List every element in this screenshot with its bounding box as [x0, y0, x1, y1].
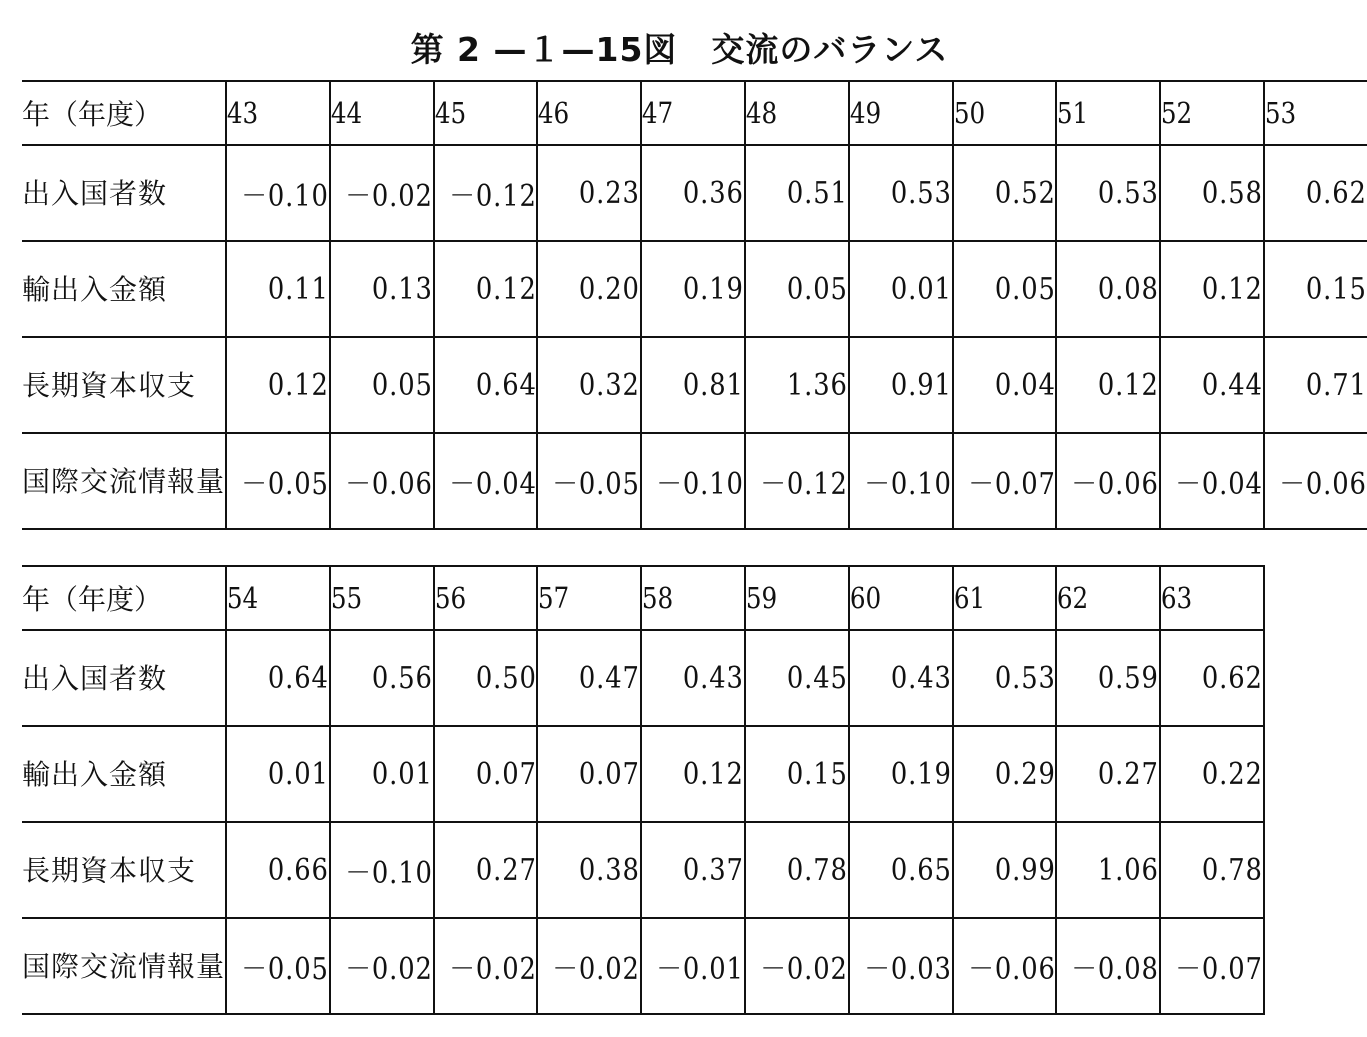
- table-body: [22, 81, 1367, 529]
- value-cell: [953, 726, 1057, 822]
- value-text: －0.06: [967, 952, 1056, 987]
- value-text: 0.53: [994, 660, 1056, 696]
- value-text: 0.12: [683, 756, 744, 792]
- value-cell: [434, 726, 538, 822]
- value-text: 0.62: [1305, 175, 1367, 211]
- value-cell: [434, 822, 538, 918]
- header-row: [22, 566, 1264, 630]
- value-text: 0.52: [994, 175, 1056, 211]
- value-text: 0.20: [579, 271, 641, 307]
- year-header-cell: 49: [849, 81, 937, 145]
- value-text: 1.06: [1098, 852, 1160, 888]
- value-text: 0.11: [267, 271, 329, 307]
- value-text: 0.12: [1098, 367, 1160, 403]
- value-cell: [1160, 145, 1264, 241]
- value-text: －0.12: [448, 179, 537, 214]
- table-row: [22, 918, 1264, 1014]
- value-text: －0.05: [241, 467, 329, 502]
- value-text: 0.13: [371, 271, 433, 307]
- value-cell: [537, 726, 641, 822]
- value-cell: [226, 337, 330, 433]
- value-text: 0.91: [890, 367, 952, 403]
- year-header-cell: 57: [537, 566, 625, 630]
- value-text: 0.19: [683, 271, 744, 307]
- year-header-cell: 54: [226, 566, 314, 630]
- year-header-cell: 46: [537, 81, 625, 145]
- value-text: 0.71: [1305, 367, 1367, 403]
- value-cell: [953, 145, 1057, 241]
- value-cell: [537, 630, 641, 726]
- value-text: 0.37: [683, 852, 744, 888]
- value-cell: [849, 145, 953, 241]
- value-cell: [641, 822, 745, 918]
- year-header-cell: 61: [953, 566, 1041, 630]
- value-text: 0.99: [994, 852, 1056, 888]
- value-text: 0.51: [786, 175, 848, 211]
- value-cell: [1056, 433, 1160, 529]
- value-text: 0.59: [1098, 660, 1160, 696]
- value-text: 0.08: [1098, 271, 1160, 307]
- value-text: 0.01: [890, 271, 952, 307]
- value-cell: [330, 145, 434, 241]
- value-cell: [1264, 241, 1367, 337]
- row-label-cell: 国際交流情報量: [22, 918, 226, 1014]
- value-cell: [953, 337, 1057, 433]
- value-text: 0.04: [994, 367, 1056, 403]
- balance-table-1979-1988: [22, 565, 1265, 1015]
- value-cell: [1160, 726, 1264, 822]
- value-cell: [330, 918, 434, 1014]
- value-text: 0.36: [683, 175, 744, 211]
- value-cell: [537, 822, 641, 918]
- value-text: 0.05: [786, 271, 848, 307]
- year-header-cell: 59: [745, 566, 833, 630]
- header-row: [22, 81, 1367, 145]
- row-label-cell: 輸出入金額: [22, 241, 226, 337]
- value-text: 0.45: [786, 660, 848, 696]
- value-text: －0.06: [1071, 467, 1160, 502]
- value-text: 0.81: [683, 367, 744, 403]
- row-label-cell: 長期資本収支: [22, 822, 226, 918]
- value-text: －0.02: [760, 952, 848, 987]
- value-cell: [641, 918, 745, 1014]
- value-cell: [641, 145, 745, 241]
- value-cell: [330, 726, 434, 822]
- value-cell: [434, 337, 538, 433]
- value-text: －0.06: [1279, 467, 1367, 502]
- value-text: －0.05: [241, 952, 329, 987]
- value-text: －0.02: [552, 952, 641, 987]
- value-cell: [745, 918, 849, 1014]
- value-cell: [745, 822, 849, 918]
- value-text: 0.07: [579, 756, 641, 792]
- value-text: 0.50: [475, 660, 537, 696]
- value-cell: [849, 241, 953, 337]
- value-cell: [953, 241, 1057, 337]
- value-text: 0.47: [579, 660, 641, 696]
- value-cell: [1160, 630, 1264, 726]
- value-cell: [1056, 145, 1160, 241]
- value-text: －0.10: [345, 856, 433, 891]
- value-cell: [641, 630, 745, 726]
- value-cell: [745, 726, 849, 822]
- value-cell: [434, 918, 538, 1014]
- value-cell: [1264, 337, 1367, 433]
- value-cell: [537, 433, 641, 529]
- value-text: 0.43: [683, 660, 744, 696]
- value-cell: [1056, 726, 1160, 822]
- value-cell: [641, 726, 745, 822]
- value-cell: [434, 145, 538, 241]
- value-text: 0.43: [890, 660, 952, 696]
- value-cell: [1160, 337, 1264, 433]
- value-text: 0.64: [475, 367, 537, 403]
- value-cell: [226, 726, 330, 822]
- value-text: 0.22: [1202, 756, 1263, 792]
- value-text: 0.05: [994, 271, 1056, 307]
- value-text: －0.10: [864, 467, 952, 502]
- value-cell: [953, 433, 1057, 529]
- year-header-cell: 45: [434, 81, 522, 145]
- value-text: 0.29: [994, 756, 1056, 792]
- value-cell: [849, 337, 953, 433]
- value-text: 0.58: [1202, 175, 1263, 211]
- value-cell: [849, 630, 953, 726]
- value-cell: [434, 241, 538, 337]
- value-text: －0.03: [864, 952, 952, 987]
- value-cell: [1160, 918, 1264, 1014]
- value-cell: [330, 630, 434, 726]
- table-row: [22, 822, 1264, 918]
- value-text: －0.10: [241, 179, 329, 214]
- value-text: －0.07: [1175, 952, 1263, 987]
- value-cell: [226, 145, 330, 241]
- value-cell: [1056, 918, 1160, 1014]
- value-text: －0.02: [345, 179, 433, 214]
- value-text: 0.27: [1098, 756, 1160, 792]
- value-cell: [641, 337, 745, 433]
- year-header-cell: 43: [226, 81, 314, 145]
- year-header-cell: 50: [953, 81, 1041, 145]
- year-header-cell: 53: [1264, 81, 1351, 145]
- table-row: [22, 726, 1264, 822]
- value-text: 0.38: [579, 852, 641, 888]
- value-cell: [1264, 433, 1367, 529]
- value-text: －0.04: [448, 467, 537, 502]
- value-cell: [745, 433, 849, 529]
- value-cell: [849, 822, 953, 918]
- table-row: [22, 630, 1264, 726]
- year-header-cell: 55: [330, 566, 418, 630]
- year-header-cell: 44: [330, 81, 418, 145]
- value-cell: [537, 145, 641, 241]
- value-cell: [226, 822, 330, 918]
- value-text: 0.53: [890, 175, 952, 211]
- year-header-cell: 51: [1056, 81, 1144, 145]
- figure-title: 第 2 —１—15図 交流のバランス: [410, 30, 949, 69]
- value-text: 0.65: [890, 852, 952, 888]
- row-label-cell: 長期資本収支: [22, 337, 226, 433]
- value-text: 0.01: [267, 756, 329, 792]
- value-text: 0.19: [890, 756, 952, 792]
- value-cell: [953, 630, 1057, 726]
- value-cell: [330, 241, 434, 337]
- value-cell: [1056, 822, 1160, 918]
- value-cell: [226, 433, 330, 529]
- table-row: [22, 241, 1367, 337]
- value-cell: [226, 630, 330, 726]
- year-header-cell: 60: [849, 566, 937, 630]
- year-label-cell: 年（年度）: [22, 81, 226, 145]
- year-header-cell: 62: [1056, 566, 1144, 630]
- value-cell: [1056, 241, 1160, 337]
- value-text: 0.12: [267, 367, 329, 403]
- value-text: 0.15: [786, 756, 848, 792]
- value-cell: [1160, 433, 1264, 529]
- value-text: －0.04: [1175, 467, 1263, 502]
- value-text: 0.66: [267, 852, 329, 888]
- value-text: 0.12: [475, 271, 537, 307]
- value-text: 1.36: [786, 367, 848, 403]
- value-text: 0.78: [786, 852, 848, 888]
- value-cell: [226, 918, 330, 1014]
- row-label-cell: 輸出入金額: [22, 726, 226, 822]
- value-cell: [849, 433, 953, 529]
- value-text: －0.02: [345, 952, 433, 987]
- value-text: 0.32: [579, 367, 641, 403]
- value-text: －0.10: [656, 467, 744, 502]
- value-text: －0.08: [1071, 952, 1160, 987]
- value-text: －0.02: [448, 952, 537, 987]
- value-cell: [537, 337, 641, 433]
- value-text: －0.12: [760, 467, 848, 502]
- value-cell: [537, 241, 641, 337]
- value-cell: [641, 433, 745, 529]
- year-header-cell: 63: [1160, 566, 1248, 630]
- value-text: －0.07: [967, 467, 1056, 502]
- value-text: －0.05: [552, 467, 641, 502]
- value-cell: [330, 337, 434, 433]
- value-text: －0.06: [345, 467, 433, 502]
- value-cell: [1160, 822, 1264, 918]
- value-text: 0.53: [1098, 175, 1160, 211]
- value-text: 0.01: [371, 756, 433, 792]
- year-header-cell: 47: [641, 81, 729, 145]
- value-cell: [953, 822, 1057, 918]
- value-text: 0.78: [1202, 852, 1263, 888]
- value-text: 0.56: [371, 660, 433, 696]
- value-cell: [745, 337, 849, 433]
- value-cell: [1056, 337, 1160, 433]
- value-cell: [434, 433, 538, 529]
- value-text: 0.44: [1202, 367, 1263, 403]
- value-cell: [745, 630, 849, 726]
- value-cell: [330, 822, 434, 918]
- value-cell: [434, 630, 538, 726]
- row-label-cell: 国際交流情報量: [22, 433, 226, 529]
- value-text: 0.07: [475, 756, 537, 792]
- value-text: 0.23: [579, 175, 641, 211]
- value-text: 0.15: [1305, 271, 1367, 307]
- table-row: [22, 145, 1367, 241]
- value-cell: [330, 433, 434, 529]
- value-text: 0.27: [475, 852, 537, 888]
- balance-table-1968-1978: [22, 80, 1367, 530]
- table-row: [22, 337, 1367, 433]
- year-header-cell: 48: [745, 81, 833, 145]
- value-cell: [953, 918, 1057, 1014]
- value-cell: [849, 726, 953, 822]
- value-cell: [1056, 630, 1160, 726]
- year-label-cell: 年（年度）: [22, 566, 226, 630]
- value-cell: [849, 918, 953, 1014]
- row-label-cell: 出入国者数: [22, 145, 226, 241]
- table-body: [22, 566, 1264, 1014]
- value-cell: [1264, 145, 1367, 241]
- value-cell: [537, 918, 641, 1014]
- value-text: 0.62: [1202, 660, 1263, 696]
- value-cell: [745, 241, 849, 337]
- value-cell: [1160, 241, 1264, 337]
- table-row: [22, 433, 1367, 529]
- year-header-cell: 56: [434, 566, 522, 630]
- value-text: 0.12: [1202, 271, 1263, 307]
- value-cell: [745, 145, 849, 241]
- year-header-cell: 58: [641, 566, 729, 630]
- value-text: 0.64: [267, 660, 329, 696]
- value-cell: [226, 241, 330, 337]
- row-label-cell: 出入国者数: [22, 630, 226, 726]
- value-text: －0.01: [656, 952, 744, 987]
- year-header-cell: 52: [1160, 81, 1248, 145]
- value-cell: [641, 241, 745, 337]
- value-text: 0.05: [371, 367, 433, 403]
